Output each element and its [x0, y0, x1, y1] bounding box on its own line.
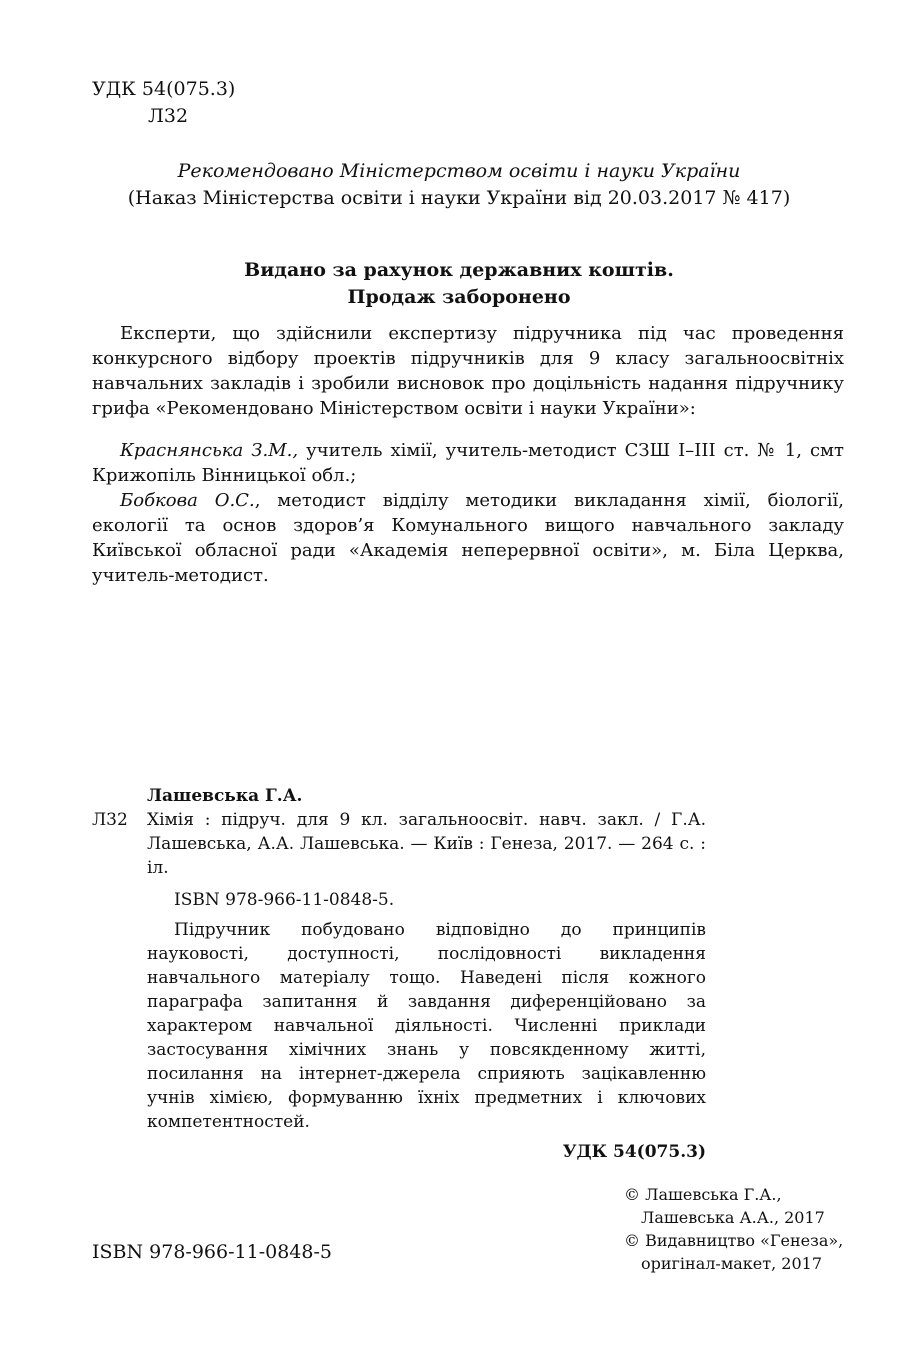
card-annotation: Підручник побудовано відповідно до принципів науковості, доступності, послідовності викладення навчального матеріалу тощо. Наведені після кожного параграфа запитання й завдання диференційовано за характером навчальної діяльності. Численні приклади застосування хімічних знань у повсякденному житті, посилання на інтернет-джерела сприяють зацікавленню учнів хімією, формуванню їхніх предметних і ключових компетентностей. [147, 920, 706, 1132]
funding-line: Видано за рахунок державних коштів. [244, 259, 674, 281]
copyright-line: © Лашевська Г.А., [624, 1185, 782, 1204]
copyright-line: оригінал-макет, 2017 [641, 1254, 823, 1273]
reviewer-details: учитель хімії, учитель-методист СЗШ І–ІІІ ст. № 1, смт Крижопіль Вінницької обл.; [92, 440, 844, 486]
copyright-line: Лашевська А.А., 2017 [641, 1208, 825, 1227]
reviewer-name: Бобкова О.С. [120, 490, 255, 511]
copyright-line: © Видавництво «Генеза», [624, 1231, 844, 1250]
reviewers-list [92, 438, 844, 588]
ministry-recommendation [0, 158, 918, 212]
udk-code: УДК 54(075.3) [92, 78, 236, 100]
funding-notice [0, 257, 918, 311]
experts-paragraph: Експерти, що здійснили експертизу підручника під час проведення конкурсного відбору проектів підручників для 9 класу загальноосвітніх навчальних закладів і зробили висновок про доцільність надання підручнику грифа «Рекомендовано Міністерством освіти і науки України»: [92, 323, 844, 419]
card-entry [92, 808, 706, 880]
bbk-index: Л32 [148, 105, 189, 127]
card-code: Л32 [92, 810, 128, 830]
reviewer-name: Краснянська З.М., [120, 440, 299, 461]
card-author: Лашевська Г.А. [147, 786, 303, 806]
card-udk: УДК 54(075.3) [562, 1142, 706, 1162]
card-bibliographic-description: Хімія : підруч. для 9 кл. загальноосвіт. навч. закл. / Г.А. Лашевська, А.А. Лашевська. — Київ : Генеза, 2017. — 264 с. : іл. [147, 810, 706, 878]
isbn-footer: ISBN 978-966-11-0848-5 [92, 1241, 332, 1263]
copyright-block [624, 1183, 843, 1275]
reviewer-details: , методист відділу методики викладання хімії, біології, екології та основ здоров’я Комунального вищого навчального закладу Київської обласної ради «Академія неперервної освіти», м. Біла Церква, учитель-методист. [92, 490, 844, 586]
order-line: (Наказ Міністерства освіти і науки України від 20.03.2017 № 417) [127, 187, 791, 209]
reviewer-entry [92, 488, 844, 588]
catalog-card [92, 784, 706, 1164]
card-isbn: ISBN 978-966-11-0848-5. [174, 890, 395, 910]
recommendation-line: Рекомендовано Міністерством освіти і науки України [177, 160, 741, 182]
reviewer-entry [92, 438, 844, 488]
sale-prohibited-line: Продаж заборонено [347, 286, 571, 308]
udk-header [92, 76, 235, 130]
